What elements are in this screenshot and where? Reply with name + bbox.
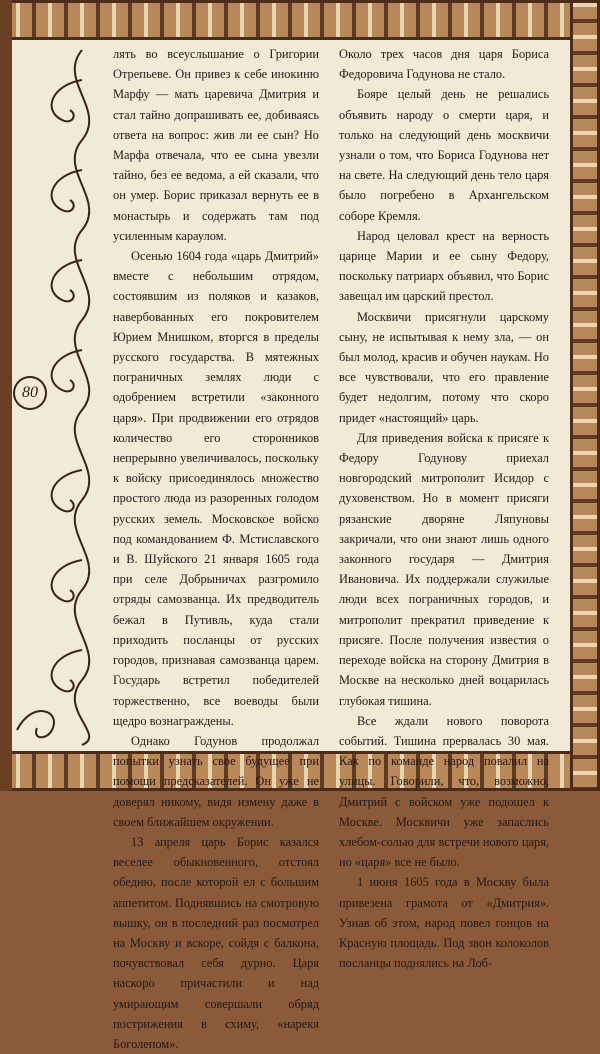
ornamental-border-top: [0, 0, 600, 40]
paragraph: 1 июня 1605 года в Москву была привезена грамота от «Дмитрия». Узнав об этом, народ повел гонцов на Красную площадь. Под звон колоколов посланцы поднялись на Лоб-: [339, 875, 549, 971]
paragraph: лять во всеуслышание о Григории Отрепьеве. Он привез к себе инокиню Марфу — мать царевича Дмитрия и стал тайно допрашивать ее, добиваясь ответа на вопрос: жив ли ее сын? Но Марфа отвечала, что ее сына увезли тайно, без ее ведома, а ей сказали, что он умер. Борис приказал вернуть ее в монастырь и содержать там под усиленным караулом.: [113, 47, 319, 243]
paragraph: Бояре целый день не решались объявить народу о смерти царя, и только на следующий день москвичи узнали о том, что Бориса Годунова нет на свете. На следующий день тело царя было погребено в Архангельском соборе Кремля.: [339, 87, 549, 223]
ornamental-border-left: [0, 0, 12, 791]
left-text-column: [113, 44, 319, 1054]
paragraph: Народ целовал крест на верность царице Марии и ее сыну Федору, поскольку патриарх объявил, что Борис завещал им царский престол.: [339, 228, 549, 304]
paragraph: Все ждали нового поворота событий. Тишина прервалась 30 мая. Как по команде народ повалил на улицы. Говорили, что, возможно, Дмитрий с войском уже подошел к Москве. Москвичи уже запаслись хлебом-солью для встречи нового царя, но «царя» все не было.: [339, 713, 549, 870]
paragraph: Однако Годунов продолжал попытки узнать свое будущее при помощи предсказателей. Он уже не доверял никому, видя измену даже в своем ближайшем окружении.: [113, 733, 319, 829]
paragraph: Осенью 1604 года «царь Дмитрий» вместе с небольшим отрядом, состоявшим из поляков и казаков, навербованных его покровителем Юрием Мнишком, вторгся в пределы русского государства. В мятежных пограничных землях люди с одобрением встретили «законного царя». При продвижении его отрядов количество его сторонников непрерывно увеличивалось, поскольку к войску присоединялось множество простого люда из разоренных голодом русских земель. Московское войско под командованием Ф. Мстиславского и В. Шуйского 21 января 1605 года при селе Добрыничах разгромило отряды самозванца. Их предводитель бежал в Путивль, куда стали приходить посланцы от русских городов, признавая самозванца царем. Государь встретил победителей торжественно, все воеводы были щедро вознаграждены.: [113, 249, 319, 728]
paragraph: Москвичи присягнули царскому сыну, не испытывая к нему зла, — он был молод, красив и обучен наукам. Но все чувствовали, что его правление будет недолгим, потому что скоро придет «настоящий» царь.: [339, 309, 549, 425]
paragraph: Около трех часов дня царя Бориса Федоровича Годунова не стало.: [339, 47, 549, 82]
right-text-column: [339, 44, 549, 973]
ornamental-border-right: [570, 0, 600, 791]
paragraph: Для приведения войска к присяге к Федору Годунову приехал новгородский митрополит Исидор с духовенством. Но в момент присяги рязанские дворяне Ляпуновы закричали, что они знают лишь одного законного государя — Дмитрия Ивановича. Их поддержали служилые люди всех пограничных городов, и митрополит прекратил приведение к присяге. После получения известия о переходе войска на сторону Дмитрия в Москве на несколько дней воцарилась глубокая тишина.: [339, 430, 549, 708]
paragraph: 13 апреля царь Борис казался веселее обыкновенного, отстоял обедню, после которой ел с большим аппетитом. Поднявшись на смотровую вышку, он в последний раз посмотрел на Москву и вскоре, сойдя с балкона, почувствовал себя дурно. Царя наскоро причастили и над умирающим совершали обряд пострижения в схиму, «нарекя Боголепом».: [113, 834, 319, 1051]
page-number: 80: [22, 384, 38, 401]
